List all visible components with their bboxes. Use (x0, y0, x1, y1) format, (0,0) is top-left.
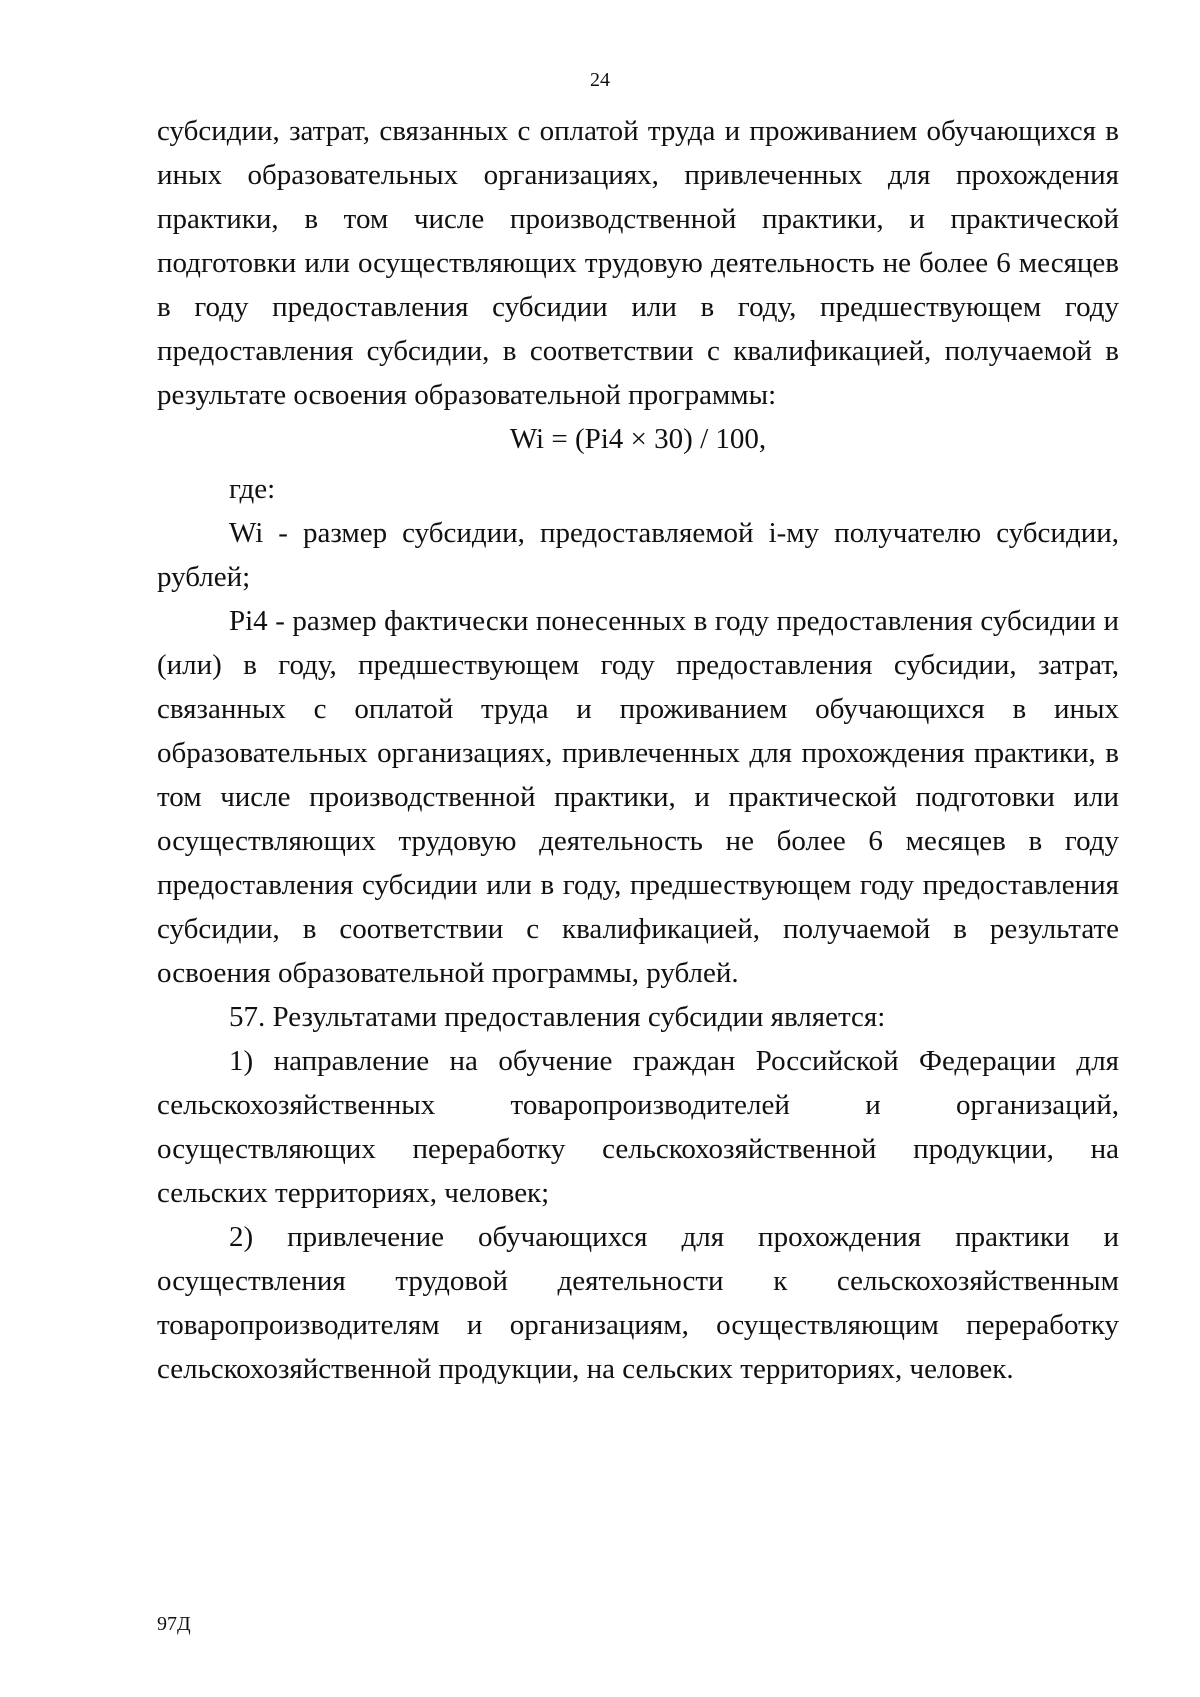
paragraph-continuation: субсидии, затрат, связанных с оплатой труда и проживанием обучающихся в иных образовательных организациях, привлеченных для прохождения практики, в том числе производственной практики, и практической подготовки или осуществляющих трудовую деятельность не более 6 месяцев в году предоставления субсидии или в году, предшествующем году предоставления субсидии, в соответствии с квалификацией, получаемой в результате освоения образовательной программы: (157, 115, 1119, 411)
definition-wi: Wi - размер субсидии, предоставляемой i-му получателю субсидии, рублей; (157, 517, 1119, 593)
section-57-item-2: 2) привлечение обучающихся для прохождения практики и осуществления трудовой деятельности к сельскохозяйственным товаропроизводителям и организациям, осуществляющим переработку сельскохозяйственной продукции, на сельских территориях, человек. (157, 1221, 1119, 1385)
section-57-heading: 57. Результатами предоставления субсидии является: (229, 1001, 886, 1033)
where-label: где: (229, 473, 276, 505)
page-number: 24 (590, 69, 610, 91)
document-code: 97Д (157, 1613, 191, 1635)
formula: Wi = (Pi4 × 30) / 100, (509, 423, 767, 455)
section-57-item-1: 1) направление на обучение граждан Российской Федерации для сельскохозяйственных товаропроизводителей и организаций, осуществляющих переработку сельскохозяйственной продукции, на сельских территориях, человек; (157, 1045, 1119, 1209)
document-body (157, 109, 1119, 1391)
definition-pi4: Pi4 - размер фактически понесенных в году предоставления субсидии и (или) в году, предшествующем году предоставления субсидии, затрат, связанных с оплатой труда и проживанием обучающихся в иных образовательных организациях, привлеченных для прохождения практики, в том числе производственной практики, и практической подготовки или осуществляющих трудовую деятельность не более 6 месяцев в году предоставления субсидии или в году, предшествующем году предоставления субсидии, в соответствии с квалификацией, получаемой в результате освоения образовательной программы, рублей. (157, 605, 1119, 989)
